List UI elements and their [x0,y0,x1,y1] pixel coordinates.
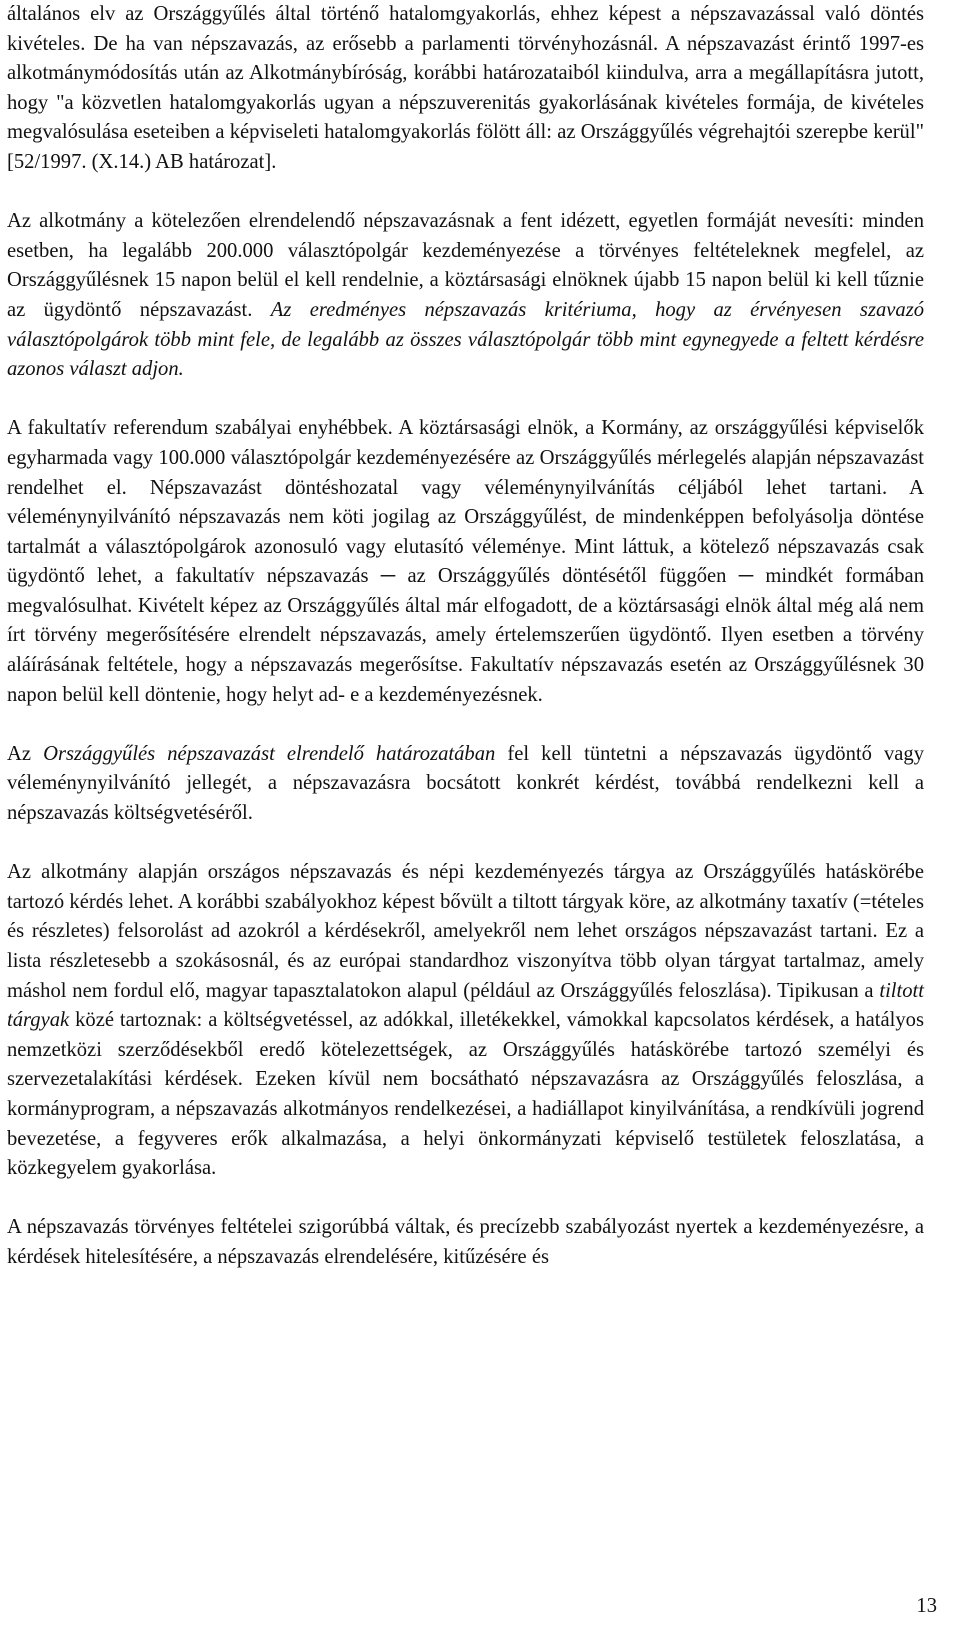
page-number: 13 [916,1595,937,1617]
paragraph-5 [7,858,924,1184]
paragraph-5-italic: tiltott tárgyak [7,979,924,1032]
paragraph-6: A népszavazás törvényes feltételei szigorúbbá váltak, és precízebb szabályozást nyertek a kezdeményezésre, a kérdések hitelesítésére, a népszavazás elrendelésére, kitűzésére és [7,1216,924,1268]
paragraph-2-text: Az alkotmány a kötelezően elrendelendő népszavazásnak a fent idézett, egyetlen formáját nevesíti: minden esetben, ha legalább 200.000 választópolgár kezdeményezése a törvényes feltételeknek megfelel, az Országgyűlésnek 15 napon belül el kell rendelnie, a köztársasági elnöknek újabb 15 napon belül ki kell tűznie az ügydöntő népszavazást. [7,210,924,321]
paragraph-4-end: fel kell tüntetni a népszavazás ügydöntő vagy véleménynyilvánító jellegét, a népszavazásra bocsátott konkrét kérdést, továbbá rendelkezni kell a népszavazás költségvetéséről. [7,742,924,825]
paragraph-1: általános elv az Országgyűlés által történő hatalomgyakorlás, ehhez képest a népszavazással való döntés kivételes. De ha van népszavazás, az erősebb a parlamenti törvényhozásnál. A népszavazást érintő 1997-es alkotmánymódosítás után az Alkotmánybíróság, korábbi határozataiból kiindulva, arra a megállapításra jutott, hogy "a közvetlen hatalomgyakorlás ugyan a népszuverenitás gyakorlásának kivételes formája, de kivételes megvalósulása eseteiben a képviseleti hatalomgyakorlás fölött áll: az Országgyűlés végrehajtói szerepbe kerül" [52/1997. (X.14.) AB határozat]. [7,3,924,173]
paragraph-4-start: Az [7,742,44,765]
paragraph-3: A fakultatív referendum szabályai enyhébbek. A köztársasági elnök, a Kormány, az országgyűlési képviselők egyharmada vagy 100.000 választópolgár kezdeményezésére az Országgyűlés mérlegelés alapján népszavazást rendelhet el. Népszavazást döntéshozatal vagy véleménynyilvánítás céljából lehet tartani. A véleménynyilvánító népszavazás nem köti jogilag az Országgyűlést, de mindenképpen befolyásolja döntése tartalmát a választópolgárok azonosuló vagy elutasító véleménye. Mint láttuk, a kötelező népszavazás csak ügydöntő lehet, a fakultatív népszavazás ─ az Országgyűlés döntésétől függően ─ mindkét formában megvalósulhat. Kivételt képez az Országgyűlés által már elfogadott, de a köztársasági elnök által még alá nem írt törvény megerősítésére elrendelt népszavazás, amely értelemszerűen ügydöntő. Ilyen esetben a törvény aláírásának feltétele, hogy a népszavazás megerősítse. Fakultatív népszavazás esetén az Országgyűlésnek 30 napon belül kell döntenie, hogy helyt ad- e a kezdeményezésnek. [7,417,924,706]
paragraph-5-start: Az alkotmány alapján országos népszavazás és népi kezdeményezés tárgya az Országgyűlés hatáskörébe tartozó kérdés lehet. A korábbi szabályokhoz képest bővült a tiltott tárgyak köre, az alkotmány taxatív (=tételes és részletes) felsorolást ad azokról a kérdésekről, amelyekről nem lehet országos népszavazást tartani. Ez a lista részletesebb a szokásosnál, és az európai standardhoz viszonyítva több olyan tárgyat tartalmaz, amely máshol nem fordul elő, magyar tapasztalatokon alapul (például az Országgyűlés feloszlása). Tipikusan a [7,861,924,1002]
paragraph-4-italic: Országgyűlés népszavazást elrendelő határozatában [43,742,496,765]
paragraph-2-italic: Az eredményes népszavazás kritériuma, hogy az érvényesen szavazó választópolgárok több mint fele, de legalább az összes választópolgár több mint egynegyede a feltett kérdésre azonos választ adjon. [7,298,925,381]
paragraph-2 [7,207,924,385]
document-body [7,0,924,1273]
paragraph-5-end: közé tartoznak: a költségvetéssel, az adókkal, illetékekkel, vámokkal kapcsolatos kérdések, a hatályos nemzetközi szerződésekből eredő kötelezettségek, az Országgyűlés hatáskörébe tartozó személyi és szervezetalakítási kérdések. Ezeken kívül nem bocsátható népszavazásra az Országgyűlés feloszlása, a kormányprogram, a népszavazás alkotmányos rendelkezései, a hadiállapot kinyilvánítása, a rendkívüli jogrend bevezetése, a fegyveres erők alkalmazása, a helyi önkormányzati képviselő testületek feloszlatása, a közkegyelem gyakorlása. [7,1009,924,1180]
paragraph-4 [7,740,924,829]
